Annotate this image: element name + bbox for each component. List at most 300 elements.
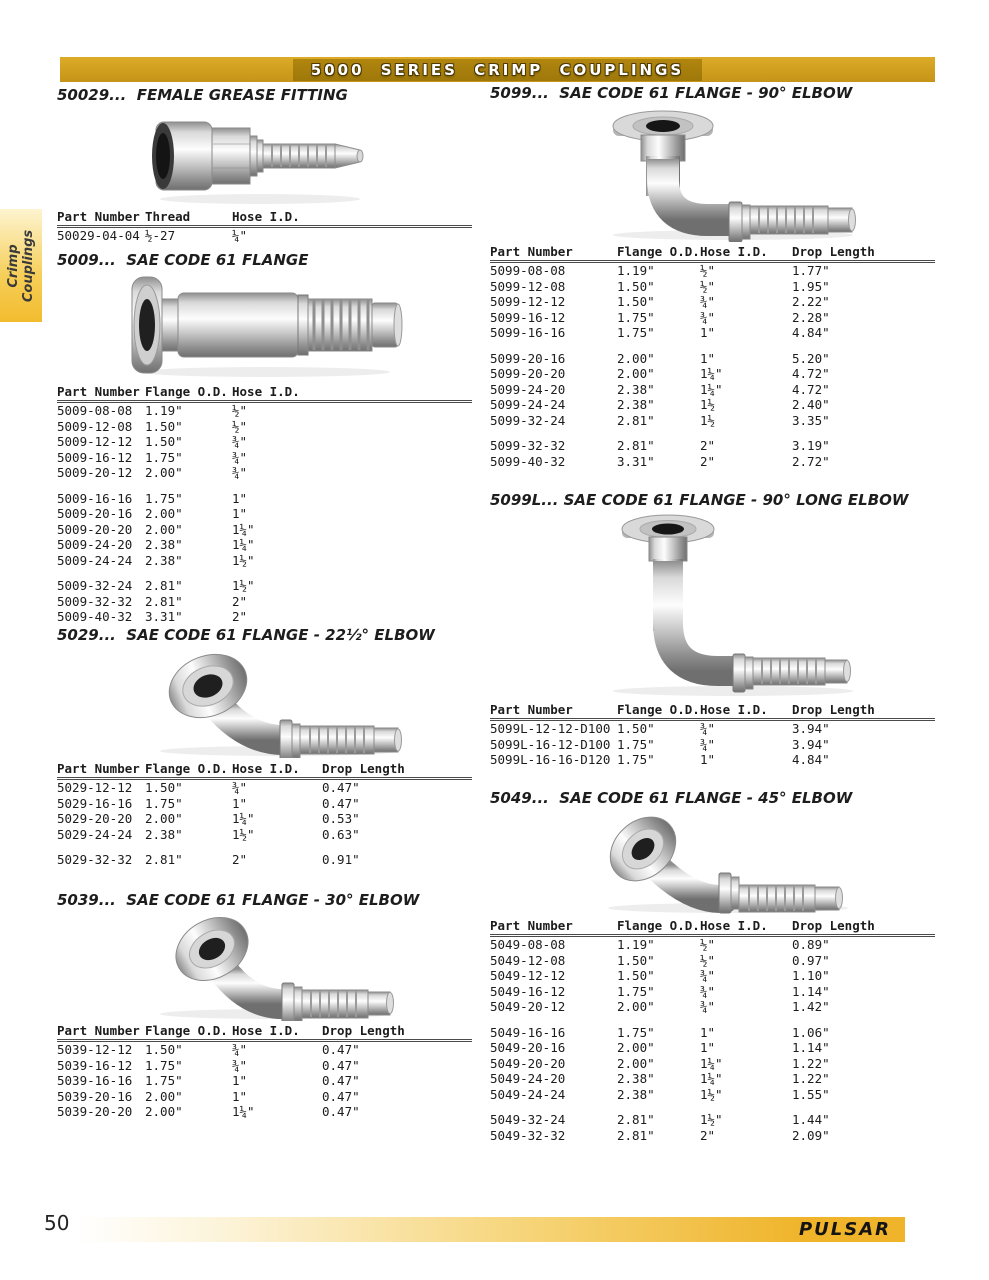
table-cell: 1½" bbox=[700, 1112, 723, 1127]
table-cell: 1.50" bbox=[145, 434, 183, 449]
column-header: Part Number bbox=[57, 383, 145, 402]
table-cell: 1.50" bbox=[617, 278, 655, 294]
table-cell: ¾" bbox=[232, 434, 248, 449]
table-cell: 1" bbox=[700, 1024, 716, 1040]
table-cell: 2.81" bbox=[617, 438, 655, 453]
footer-bar bbox=[76, 1217, 905, 1242]
table-cell: 1.75" bbox=[617, 309, 655, 325]
table-cell: 2.00" bbox=[145, 465, 183, 480]
table-cell: 1.75" bbox=[145, 795, 183, 811]
table-cell: 5099L-16-16-D120 bbox=[490, 752, 611, 767]
table-cell: 5049-20-12 bbox=[490, 999, 566, 1014]
parts-table-5049 bbox=[490, 917, 935, 1143]
section-title-5049: 5049... SAE CODE 61 FLANGE - 45° ELBOW bbox=[490, 789, 853, 807]
table-row bbox=[490, 294, 935, 310]
section-5099 bbox=[490, 84, 935, 469]
table-row bbox=[490, 1071, 935, 1087]
table-cell: 2" bbox=[700, 1127, 716, 1143]
table-cell: 5049-32-24 bbox=[490, 1112, 566, 1127]
table-row bbox=[57, 227, 472, 244]
table-cell: ¾" bbox=[232, 465, 248, 480]
table-cell: 2.22" bbox=[792, 294, 830, 309]
table-row bbox=[490, 397, 935, 413]
table-cell: ¾" bbox=[700, 309, 716, 325]
series-banner-title: 5000 SERIES CRIMP COUPLINGS bbox=[293, 59, 702, 81]
table-cell: 3.31" bbox=[617, 453, 655, 469]
table-cell: 1.10" bbox=[792, 968, 830, 983]
section-title-5099L: 5099L... SAE CODE 61 FLANGE - 90° LONG ELBOW bbox=[490, 491, 909, 509]
product-photo-5049 bbox=[490, 807, 935, 917]
table-cell: 0.47" bbox=[322, 795, 360, 811]
table-cell: ¾" bbox=[700, 968, 716, 983]
table-cell: 3.94" bbox=[792, 736, 830, 752]
table-cell: 3.94" bbox=[792, 721, 830, 736]
table-cell: 2.38" bbox=[145, 552, 183, 568]
table-cell: ¼" bbox=[232, 228, 248, 243]
table-cell: 1.50" bbox=[617, 294, 655, 309]
table-cell: 1.50" bbox=[145, 780, 183, 795]
table-cell: ¾" bbox=[700, 999, 716, 1014]
table-cell: 2" bbox=[232, 593, 248, 609]
column-header: Part Number bbox=[490, 701, 617, 720]
table-cell: 2.28" bbox=[792, 309, 830, 325]
column-header: Hose I.D. bbox=[232, 1022, 322, 1041]
table-cell: 5009-32-32 bbox=[57, 593, 133, 609]
table-cell: 2.00" bbox=[617, 366, 655, 381]
table-cell: 2.00" bbox=[145, 1104, 183, 1119]
table-cell: 5.20" bbox=[792, 350, 830, 366]
column-header: Drop Length bbox=[792, 243, 935, 262]
table-cell: 2.09" bbox=[792, 1127, 830, 1143]
table-cell: 5099-16-12 bbox=[490, 309, 566, 325]
table-row bbox=[57, 578, 472, 594]
table-cell: 2.00" bbox=[145, 811, 183, 826]
column-header: Hose I.D. bbox=[700, 243, 792, 262]
column-header: Flange O.D. bbox=[617, 243, 700, 262]
table-cell: ¾" bbox=[700, 736, 716, 752]
table-row bbox=[57, 402, 472, 419]
table-cell: 1.75" bbox=[145, 1073, 183, 1088]
table-cell: 5009-40-32 bbox=[57, 609, 133, 624]
table-cell: 5029-32-32 bbox=[57, 852, 133, 867]
table-cell: 5049-24-24 bbox=[490, 1086, 566, 1102]
table-cell: 2.81" bbox=[145, 852, 183, 867]
table-cell: 1¼" bbox=[700, 1071, 723, 1086]
table-row bbox=[490, 1112, 935, 1128]
table-cell: 4.72" bbox=[792, 381, 830, 397]
table-cell: ½" bbox=[700, 263, 716, 278]
table-cell: ¾" bbox=[232, 1057, 248, 1073]
table-cell: 1.50" bbox=[145, 1042, 183, 1057]
table-row bbox=[57, 1073, 472, 1089]
column-header: Part Number bbox=[490, 243, 617, 262]
table-row bbox=[490, 936, 935, 953]
table-cell: 1.14" bbox=[792, 1040, 830, 1055]
table-cell: 1" bbox=[232, 1073, 248, 1088]
table-cell: 5049-20-16 bbox=[490, 1040, 566, 1055]
product-photo-5009 bbox=[57, 269, 472, 383]
parts-table-5029 bbox=[57, 760, 472, 868]
table-cell: 0.53" bbox=[322, 811, 360, 826]
table-cell: 5009-12-08 bbox=[57, 418, 133, 434]
column-header: Part Number bbox=[490, 917, 617, 936]
table-cell: ½" bbox=[700, 952, 716, 968]
table-cell: ½" bbox=[700, 937, 716, 952]
column-header: Hose I.D. bbox=[232, 760, 322, 779]
table-row bbox=[57, 419, 472, 435]
table-cell: 2.81" bbox=[145, 593, 183, 609]
table-cell: 5009-20-12 bbox=[57, 465, 133, 480]
table-cell: 0.91" bbox=[322, 852, 360, 867]
table-cell: 5009-20-16 bbox=[57, 506, 133, 521]
table-cell: ¾" bbox=[232, 449, 248, 465]
column-header: Hose I.D. bbox=[700, 701, 792, 720]
table-cell: 1.75" bbox=[617, 1024, 655, 1040]
table-cell: 2.38" bbox=[617, 381, 655, 397]
table-row bbox=[490, 752, 935, 768]
table-row bbox=[57, 609, 472, 625]
product-photo-50029 bbox=[57, 104, 472, 208]
table-cell: 5009-24-20 bbox=[57, 537, 133, 552]
table-row bbox=[490, 1056, 935, 1072]
table-cell: 5049-12-12 bbox=[490, 968, 566, 983]
pulsar-logo: PULSAR bbox=[798, 1219, 891, 1240]
table-cell: ½" bbox=[232, 403, 248, 418]
table-cell: 2" bbox=[700, 438, 716, 453]
table-row bbox=[57, 537, 472, 553]
page-number: 50 bbox=[44, 1211, 70, 1235]
table-cell: 5099-16-16 bbox=[490, 325, 566, 340]
table-cell: 4.84" bbox=[792, 752, 830, 767]
table-cell: 1¼" bbox=[232, 811, 255, 826]
table-cell: 0.47" bbox=[322, 1057, 360, 1073]
table-row bbox=[490, 1087, 935, 1103]
table-cell: 1¼" bbox=[232, 1104, 255, 1119]
table-cell: 1" bbox=[232, 1088, 248, 1104]
table-row bbox=[57, 450, 472, 466]
table-cell: 2.81" bbox=[617, 1112, 655, 1127]
table-cell: 2.81" bbox=[617, 1127, 655, 1143]
table-cell: 5049-32-32 bbox=[490, 1127, 566, 1143]
table-cell: 1½" bbox=[232, 552, 255, 568]
table-row bbox=[490, 999, 935, 1015]
table-row bbox=[57, 811, 472, 827]
table-row bbox=[490, 382, 935, 398]
column-header: Drop Length bbox=[792, 917, 935, 936]
table-cell: 5029-16-16 bbox=[57, 795, 133, 811]
table-cell: 5009-20-20 bbox=[57, 521, 133, 537]
table-row bbox=[490, 279, 935, 295]
parts-table-5099 bbox=[490, 243, 935, 469]
column-header: Flange O.D. bbox=[617, 701, 700, 720]
table-row bbox=[490, 325, 935, 341]
table-cell: 1½" bbox=[700, 1086, 723, 1102]
table-row bbox=[490, 953, 935, 969]
table-cell: 1¼" bbox=[232, 537, 255, 552]
table-row bbox=[490, 262, 935, 279]
table-cell: 1½" bbox=[232, 578, 255, 593]
table-cell: 1.75" bbox=[617, 983, 655, 999]
table-row bbox=[57, 1041, 472, 1058]
table-cell: ¾" bbox=[232, 1042, 248, 1057]
column-header: Drop Length bbox=[322, 1022, 472, 1041]
table-cell: 1.75" bbox=[617, 736, 655, 752]
product-photo-5099 bbox=[490, 102, 935, 243]
table-cell: 0.63" bbox=[322, 826, 360, 842]
table-cell: 1.19" bbox=[617, 937, 655, 952]
table-cell: 1½ bbox=[700, 412, 716, 428]
table-cell: 5039-16-12 bbox=[57, 1057, 133, 1073]
table-cell: 1.50" bbox=[617, 952, 655, 968]
table-cell: 0.47" bbox=[322, 1042, 360, 1057]
table-cell: 2.38" bbox=[145, 826, 183, 842]
table-cell: 0.97" bbox=[792, 952, 830, 968]
column-header: Flange O.D. bbox=[145, 760, 232, 779]
table-cell: 2.00" bbox=[145, 521, 183, 537]
table-cell: 2.38" bbox=[617, 1086, 655, 1102]
table-cell: 1¼" bbox=[232, 521, 255, 537]
table-cell: 2" bbox=[700, 453, 716, 469]
table-cell: 5039-12-12 bbox=[57, 1042, 133, 1057]
column-header: Part Number bbox=[57, 760, 145, 779]
table-cell: 5049-12-08 bbox=[490, 952, 566, 968]
table-cell: 2.38" bbox=[617, 1071, 655, 1086]
table-cell: 1" bbox=[232, 795, 248, 811]
crimp-couplings-tab bbox=[0, 209, 42, 322]
parts-table-50029 bbox=[57, 208, 472, 244]
table-cell: 0.47" bbox=[322, 1104, 360, 1119]
table-cell: 5039-20-16 bbox=[57, 1088, 133, 1104]
table-cell: 5099-32-24 bbox=[490, 412, 566, 428]
table-cell: 2.00" bbox=[145, 1088, 183, 1104]
table-row bbox=[57, 779, 472, 796]
table-cell: ½" bbox=[700, 278, 716, 294]
table-row bbox=[490, 454, 935, 470]
table-cell: 1.19" bbox=[617, 263, 655, 278]
table-row bbox=[57, 1058, 472, 1074]
table-cell: 5049-16-16 bbox=[490, 1024, 566, 1040]
table-cell: ½" bbox=[232, 418, 248, 434]
column-header: Flange O.D. bbox=[617, 917, 700, 936]
table-cell: 1.50" bbox=[145, 418, 183, 434]
table-cell: 4.84" bbox=[792, 325, 830, 340]
table-cell: 2.72" bbox=[792, 453, 830, 469]
table-cell: 1.22" bbox=[792, 1055, 830, 1071]
table-cell: 2.00" bbox=[617, 999, 655, 1014]
table-cell: 2.38" bbox=[145, 537, 183, 552]
table-cell: 1.55" bbox=[792, 1086, 830, 1102]
series-banner bbox=[60, 57, 935, 82]
table-row bbox=[57, 1104, 472, 1120]
table-cell: 5039-20-20 bbox=[57, 1104, 133, 1119]
table-cell: 5029-12-12 bbox=[57, 780, 133, 795]
table-cell: 3.19" bbox=[792, 438, 830, 453]
parts-table-5009 bbox=[57, 383, 472, 625]
table-cell: 1.75" bbox=[145, 1057, 183, 1073]
table-cell: 2" bbox=[232, 852, 248, 867]
table-cell: 0.47" bbox=[322, 1088, 360, 1104]
column-header: Part Number bbox=[57, 1022, 145, 1041]
table-cell: 1.44" bbox=[792, 1112, 830, 1127]
table-cell: 5049-16-12 bbox=[490, 983, 566, 999]
table-cell: 1.19" bbox=[145, 403, 183, 418]
column-header: Drop Length bbox=[322, 760, 472, 779]
section-title-5039: 5039... SAE CODE 61 FLANGE - 30° ELBOW bbox=[57, 891, 420, 909]
table-cell: 5099-12-12 bbox=[490, 294, 566, 309]
table-cell: 5099-24-24 bbox=[490, 397, 566, 412]
table-cell: 1" bbox=[700, 325, 716, 340]
table-cell: 0.89" bbox=[792, 937, 830, 952]
table-cell: 5009-32-24 bbox=[57, 578, 133, 593]
table-cell: 1.42" bbox=[792, 999, 830, 1014]
table-cell: 5039-16-16 bbox=[57, 1073, 133, 1088]
table-row bbox=[490, 438, 935, 454]
table-cell: 2.00" bbox=[617, 350, 655, 366]
table-row bbox=[490, 366, 935, 382]
table-row bbox=[57, 827, 472, 843]
product-photo-5029 bbox=[57, 644, 472, 760]
table-cell: 2.81" bbox=[145, 578, 183, 593]
table-cell: 1.75" bbox=[617, 752, 655, 767]
table-cell: 5099-24-20 bbox=[490, 381, 566, 397]
table-row bbox=[490, 310, 935, 326]
table-cell: 5049-08-08 bbox=[490, 937, 566, 952]
table-row bbox=[490, 968, 935, 984]
table-cell: 5049-20-20 bbox=[490, 1055, 566, 1071]
table-cell: 1.06" bbox=[792, 1024, 830, 1040]
table-row bbox=[490, 1025, 935, 1041]
table-cell: 5009-08-08 bbox=[57, 403, 133, 418]
column-header: Flange O.D. bbox=[145, 1022, 232, 1041]
table-cell: 1¼" bbox=[700, 381, 723, 397]
table-cell: 1.22" bbox=[792, 1071, 830, 1086]
table-row bbox=[57, 594, 472, 610]
section-5029 bbox=[57, 626, 472, 868]
table-cell: ¾" bbox=[700, 983, 716, 999]
table-cell: 1" bbox=[700, 752, 716, 767]
table-cell: 5099-08-08 bbox=[490, 263, 566, 278]
table-cell: 2.38" bbox=[617, 397, 655, 412]
table-cell: ¾" bbox=[232, 780, 248, 795]
table-row bbox=[57, 852, 472, 868]
column-header: Hose I.D. bbox=[700, 917, 792, 936]
table-cell: 0.47" bbox=[322, 1073, 360, 1088]
table-cell: 1¼" bbox=[700, 366, 723, 381]
table-cell: 1.95" bbox=[792, 278, 830, 294]
table-cell: 5099-20-20 bbox=[490, 366, 566, 381]
table-cell: 5099L-16-12-D100 bbox=[490, 736, 611, 752]
column-header: Hose I.D. bbox=[232, 208, 472, 227]
section-title-5099: 5099... SAE CODE 61 FLANGE - 90° ELBOW bbox=[490, 84, 853, 102]
table-cell: ½-27 bbox=[145, 228, 176, 243]
table-cell: 2.00" bbox=[617, 1040, 655, 1055]
table-row bbox=[57, 1089, 472, 1105]
table-cell: 5029-20-20 bbox=[57, 811, 133, 826]
table-cell: 1½ bbox=[700, 397, 716, 412]
table-row bbox=[57, 465, 472, 481]
table-row bbox=[57, 491, 472, 507]
table-cell: 5099-32-32 bbox=[490, 438, 566, 453]
table-cell: 3.35" bbox=[792, 412, 830, 428]
table-row bbox=[490, 737, 935, 753]
section-title-50029: 50029... FEMALE GREASE FITTING bbox=[57, 86, 348, 104]
table-cell: 5009-12-12 bbox=[57, 434, 133, 449]
table-row bbox=[57, 434, 472, 450]
table-cell: 1.77" bbox=[792, 263, 830, 278]
table-cell: 5009-16-16 bbox=[57, 490, 133, 506]
table-cell: 50029-04-04 bbox=[57, 228, 140, 243]
table-cell: 1" bbox=[700, 350, 716, 366]
table-cell: 2.40" bbox=[792, 397, 830, 412]
table-cell: 1½" bbox=[232, 826, 255, 842]
section-5099L bbox=[490, 491, 935, 768]
table-cell: 5029-24-24 bbox=[57, 826, 133, 842]
table-cell: 1.14" bbox=[792, 983, 830, 999]
parts-table-5039 bbox=[57, 1022, 472, 1120]
table-cell: 5049-24-20 bbox=[490, 1071, 566, 1086]
section-5039 bbox=[57, 891, 472, 1120]
table-cell: 1.75" bbox=[617, 325, 655, 340]
product-photo-5039 bbox=[57, 909, 472, 1022]
table-cell: 5099L-12-12-D100 bbox=[490, 721, 611, 736]
table-cell: 3.31" bbox=[145, 609, 183, 624]
table-row bbox=[490, 351, 935, 367]
section-5009 bbox=[57, 251, 472, 625]
table-cell: 1" bbox=[700, 1040, 716, 1055]
table-cell: 4.72" bbox=[792, 366, 830, 381]
table-cell: 5099-12-08 bbox=[490, 278, 566, 294]
table-cell: 5099-20-16 bbox=[490, 350, 566, 366]
table-row bbox=[57, 506, 472, 522]
table-row bbox=[57, 522, 472, 538]
section-50029 bbox=[57, 86, 472, 244]
table-cell: ¾" bbox=[700, 721, 716, 736]
product-photo-5099L bbox=[490, 509, 935, 701]
table-cell: 2.00" bbox=[617, 1055, 655, 1071]
table-cell: 5009-24-24 bbox=[57, 552, 133, 568]
table-row bbox=[57, 796, 472, 812]
table-row bbox=[490, 413, 935, 429]
table-cell: 1¼" bbox=[700, 1055, 723, 1071]
table-cell: 2.00" bbox=[145, 506, 183, 521]
table-cell: 2.81" bbox=[617, 412, 655, 428]
table-row bbox=[490, 1128, 935, 1144]
table-row bbox=[490, 1040, 935, 1056]
table-cell: 1.75" bbox=[145, 490, 183, 506]
table-row bbox=[490, 984, 935, 1000]
column-header: Drop Length bbox=[792, 701, 935, 720]
table-cell: 1" bbox=[232, 506, 248, 521]
section-title-5009: 5009... SAE CODE 61 FLANGE bbox=[57, 251, 309, 269]
column-header: Part Number bbox=[57, 208, 145, 227]
table-cell: 1.50" bbox=[617, 721, 655, 736]
table-cell: 1" bbox=[232, 490, 248, 506]
section-title-5029: 5029... SAE CODE 61 FLANGE - 22½° ELBOW bbox=[57, 626, 435, 644]
column-header: Thread bbox=[145, 208, 232, 227]
section-5049 bbox=[490, 789, 935, 1143]
column-header: Flange O.D. bbox=[145, 383, 232, 402]
column-header: Hose I.D. bbox=[232, 383, 472, 402]
table-cell: 5009-16-12 bbox=[57, 449, 133, 465]
table-cell: ¾" bbox=[700, 294, 716, 309]
table-row bbox=[57, 553, 472, 569]
table-cell: 0.47" bbox=[322, 780, 360, 795]
parts-table-5099L bbox=[490, 701, 935, 768]
table-cell: 1.50" bbox=[617, 968, 655, 983]
table-cell: 2" bbox=[232, 609, 248, 624]
crimp-couplings-tab-label: Crimp Couplings bbox=[6, 229, 36, 302]
table-cell: 1.75" bbox=[145, 449, 183, 465]
